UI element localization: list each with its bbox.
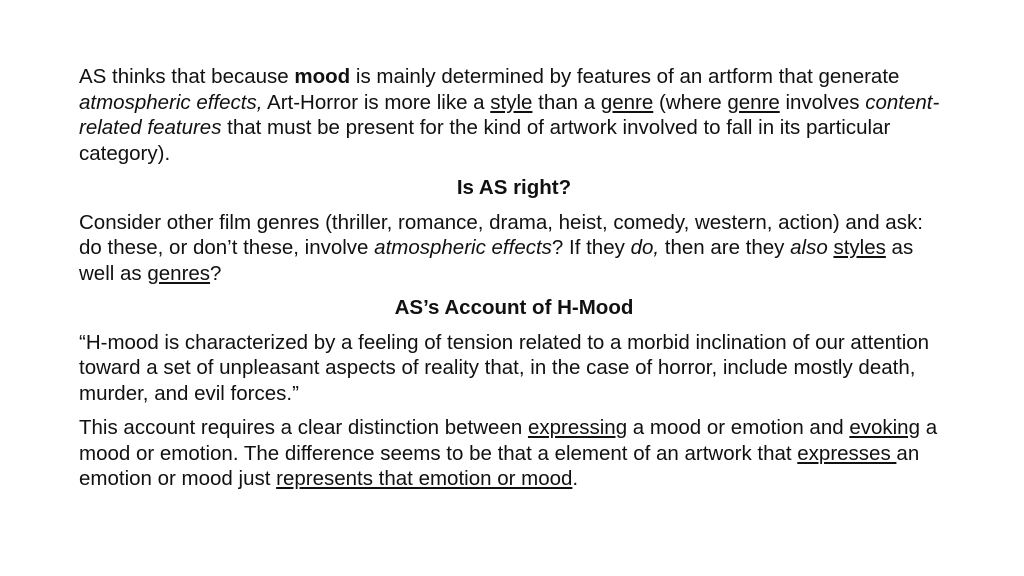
term-style: style <box>490 90 533 114</box>
term-styles: styles <box>833 236 886 259</box>
term-do: do, <box>630 236 660 259</box>
text-run: than a <box>532 90 601 114</box>
heading-h-mood-account: AS’s Account of H-Mood <box>394 296 634 319</box>
text-run: that must be present for the kind of artwork involved to fall in its particular category). <box>79 116 891 165</box>
text-run: ? <box>210 261 222 285</box>
text-run: AS thinks that because <box>79 65 295 88</box>
term-represents: represents that emotion or mood <box>276 467 573 490</box>
term-content-related-features: content-related features <box>79 90 940 139</box>
term-also: also <box>790 236 828 259</box>
text-run: involves <box>779 90 866 114</box>
text-run: Consider other film genres (thriller, romance, drama, heist, comedy, western, action) and ask: do these, or don’t these, involve <box>79 210 923 259</box>
text-run: ? If they <box>551 236 631 259</box>
paragraph-mood-style-genre <box>79 64 949 166</box>
term-mood: mood <box>294 65 351 88</box>
term-genre: genre <box>600 90 654 114</box>
paragraph-expressing-evoking <box>79 415 949 492</box>
text-run: Art-Horror is more like a <box>262 90 491 114</box>
text-run: then are they <box>659 236 791 259</box>
term-genre: genre <box>727 90 780 114</box>
term-expresses: expresses <box>797 441 897 465</box>
text-run: a mood or emotion and <box>627 416 850 439</box>
text-run: (where <box>653 90 728 114</box>
term-atmospheric-effects: atmospheric effects <box>374 236 552 259</box>
heading-is-as-right: Is AS right? <box>456 176 572 199</box>
term-atmospheric-effects: atmospheric effects, <box>79 90 263 114</box>
text-run: an emotion or mood just <box>79 441 920 490</box>
paragraph-h-mood-quote: “H-mood is characterized by a feeling of tension related to a morbid inclination of our attention toward a set of unpleasant aspects of reality that, in the case of horror, include mostly death, murder, and evil forces.” <box>79 330 930 405</box>
term-evoking: evoking <box>849 416 920 439</box>
slide-body <box>79 64 949 501</box>
text-run: This account requires a clear distinction between <box>79 416 528 439</box>
term-genres: genres <box>147 261 211 285</box>
term-expressing: expressing <box>527 416 628 439</box>
text-run: . <box>572 467 579 490</box>
paragraph-other-genres <box>79 210 949 287</box>
text-run: a mood or emotion. The difference seems to be that a element of an artwork that <box>79 416 938 465</box>
text-run: is mainly determined by features of an artform that generate <box>350 65 900 88</box>
text-run: as well as <box>79 236 914 285</box>
